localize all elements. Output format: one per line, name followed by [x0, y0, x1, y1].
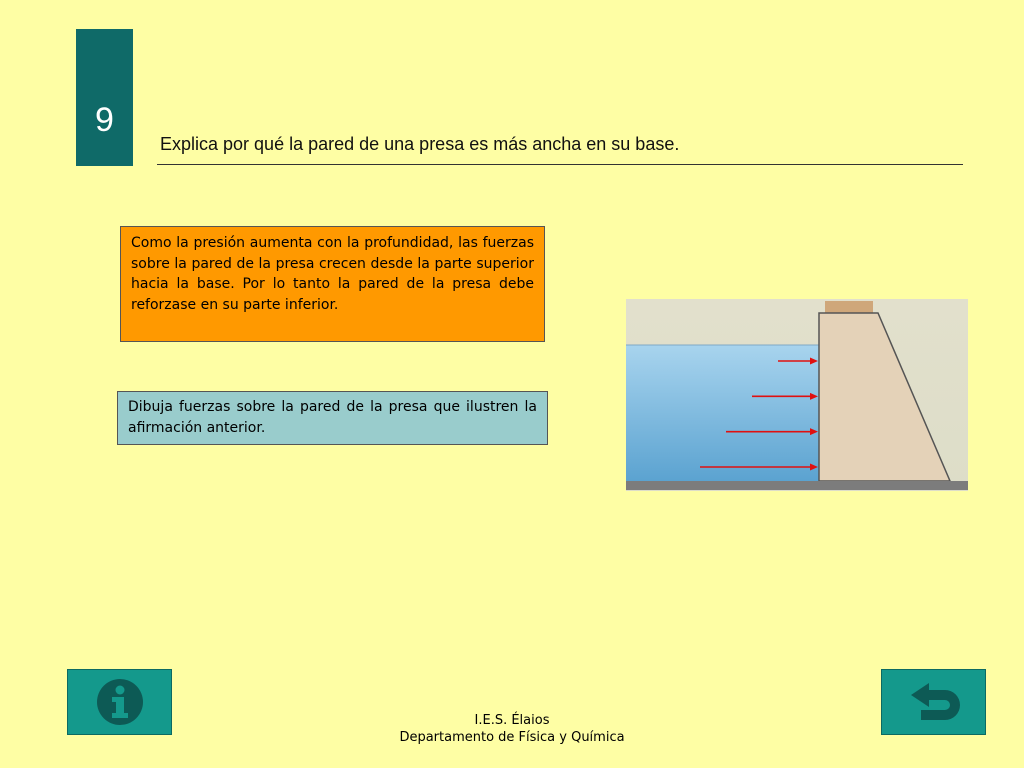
return-arrow-icon — [907, 679, 961, 725]
answer-text: Como la presión aumenta con la profundidad, las fuerzas sobre la pared de la presa crecen desde la parte superior hacia la base. Por lo tanto la pared de la presa debe reforzase en su parte inferior. — [131, 235, 534, 313]
page-title: Explica por qué la pared de una presa es más ancha en su base. — [160, 134, 680, 154]
ground — [626, 481, 968, 490]
school-name: I.E.S. Élaios — [474, 713, 550, 728]
dam-crest — [825, 301, 873, 314]
title-divider — [157, 164, 963, 165]
return-button[interactable] — [881, 669, 986, 735]
info-button[interactable] — [67, 669, 172, 735]
answer-box — [120, 226, 545, 342]
dam-figure — [626, 299, 968, 491]
task-text: Dibuja fuerzas sobre la pared de la presa que ilustren la afirmación anterior. — [128, 399, 537, 436]
info-icon — [95, 677, 145, 727]
task-box — [117, 391, 548, 445]
dam-illustration — [626, 299, 968, 491]
footer — [312, 712, 712, 746]
slide-number — [76, 29, 133, 166]
department-name: Departamento de Física y Química — [399, 730, 625, 745]
water-body — [626, 345, 820, 483]
slide-number-label: 9 — [95, 101, 114, 139]
